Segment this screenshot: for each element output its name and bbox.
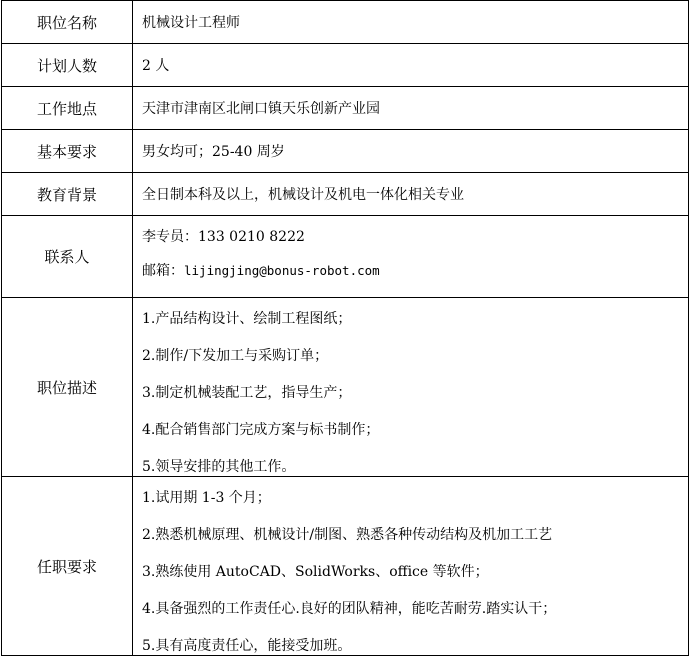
headcount-value: 2 人 bbox=[142, 58, 170, 74]
requirement-item: 4.具备强烈的工作责任心.良好的团队精神，能吃苦耐劳.踏实认干； bbox=[142, 601, 557, 617]
basic-value-cell bbox=[133, 130, 689, 173]
description-item: 3.制定机械装配工艺，指导生产； bbox=[142, 385, 352, 401]
description-item: 2.制作/下发加工与采购订单； bbox=[142, 348, 329, 364]
requirements-label: 任职要求 bbox=[2, 477, 133, 656]
description-item: 5.领导安排的其他工作。 bbox=[142, 459, 296, 475]
job-posting-table bbox=[1, 0, 689, 656]
contact-phone: 李专员：133 0210 8222 bbox=[142, 229, 305, 245]
contact-email-line bbox=[142, 246, 688, 280]
description-item: 4.配合销售部门完成方案与标书制作； bbox=[142, 422, 380, 438]
contact-email[interactable]: lijingjing@bonus-robot.com bbox=[184, 263, 380, 278]
requirement-item: 1.试用期 1-3 个月； bbox=[142, 490, 271, 506]
headcount-label: 计划人数 bbox=[2, 44, 133, 87]
requirement-item: 3.熟练使用 AutoCAD、SolidWorks、office 等软件； bbox=[142, 564, 489, 580]
requirement-item: 5.具有高度责任心，能接受加班。 bbox=[142, 638, 352, 654]
education-value-cell bbox=[133, 173, 689, 216]
row-requirements bbox=[2, 477, 689, 656]
contact-email-label: 邮箱： bbox=[142, 263, 184, 279]
row-description bbox=[2, 298, 689, 477]
education-value: 全日制本科及以上，机械设计及机电一体化相关专业 bbox=[142, 187, 464, 203]
row-headcount bbox=[2, 44, 689, 87]
description-label: 职位描述 bbox=[2, 298, 133, 477]
description-item: 1.产品结构设计、绘制工程图纸； bbox=[142, 311, 352, 327]
position-label: 职位名称 bbox=[2, 1, 133, 44]
position-value: 机械设计工程师 bbox=[142, 15, 240, 31]
contact-label: 联系人 bbox=[2, 216, 133, 298]
headcount-value-cell bbox=[133, 44, 689, 87]
row-basic-requirements bbox=[2, 130, 689, 173]
row-position bbox=[2, 1, 689, 44]
description-value-cell bbox=[133, 298, 689, 477]
row-contact bbox=[2, 216, 689, 298]
education-label: 教育背景 bbox=[2, 173, 133, 216]
location-value: 天津市津南区北闸口镇天乐创新产业园 bbox=[142, 101, 380, 117]
row-education bbox=[2, 173, 689, 216]
contact-value-cell bbox=[133, 216, 689, 298]
requirement-item: 2.熟悉机械原理、机械设计/制图、熟悉各种传动结构及机加工工艺 bbox=[142, 527, 553, 543]
basic-value: 男女均可；25-40 周岁 bbox=[142, 144, 285, 160]
position-value-cell bbox=[133, 1, 689, 44]
basic-label: 基本要求 bbox=[2, 130, 133, 173]
location-label: 工作地点 bbox=[2, 87, 133, 130]
row-location bbox=[2, 87, 689, 130]
requirements-value-cell bbox=[133, 477, 689, 656]
location-value-cell bbox=[133, 87, 689, 130]
